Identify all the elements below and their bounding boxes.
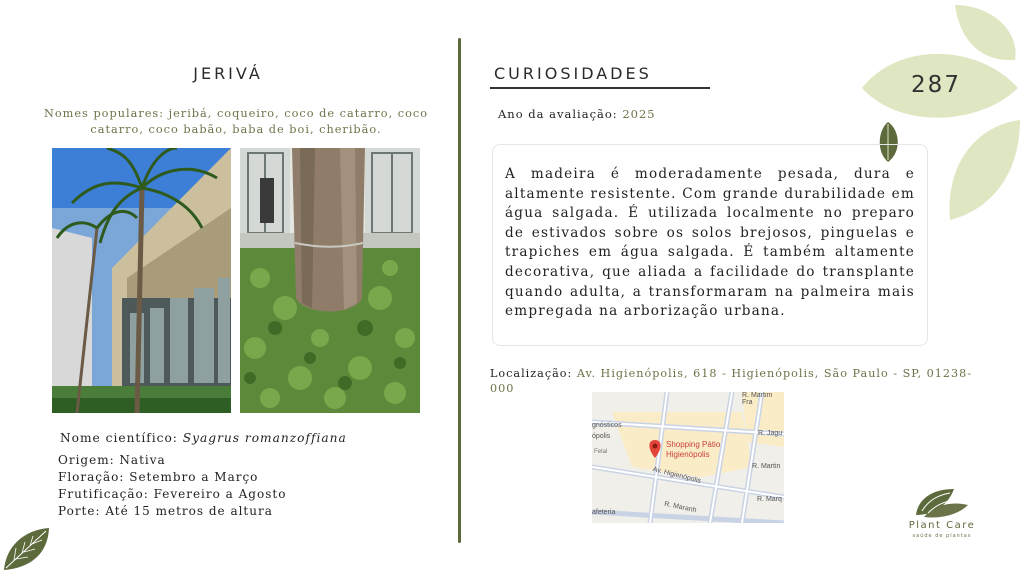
decorative-leaf-bottom-left [2,526,52,572]
map-street-label: R. Marq [757,496,782,503]
map-street-label: R. Martin [752,463,781,470]
title-underline [490,87,710,89]
map-street-label: R. Martim Fra [742,392,773,406]
year-value: 2025 [622,107,656,121]
location-map[interactable] [592,392,784,523]
map-street-label: R. Jagu [758,430,783,437]
curiosities-title: CURIOSIDADES [494,64,652,83]
map-street-label: afeteria [592,509,616,516]
photo-palm-building [52,148,231,413]
plant-number-badge: 287 [911,72,961,98]
flowering: Floração: Setembro a Março [58,470,259,484]
plant-care-logo-icon [914,487,970,519]
photo-palm-trunk [240,148,420,413]
scientific-name-line [60,430,347,447]
origin: Origem: Nativa [58,453,166,467]
popular-names: Nomes populares: jeribá, coqueiro, coco de catarro, coco catarro, coco babão, baba de boi, cheribão. [43,107,429,136]
evaluation-year [498,107,656,121]
curiosities-card [492,144,928,346]
map-street-label: Av. Higienópolis [651,466,702,485]
location-value: Av. Higienópolis, 618 - Higienópolis, São Paulo - SP, 01238-000 [490,367,973,395]
scientific-label: Nome científico: [60,431,183,445]
plant-details [58,452,286,520]
location-label: Localização: [490,367,577,380]
column-divider [458,38,461,543]
map-street-label: R. Maranh [663,500,698,515]
plant-title: JERIVÁ [193,64,263,83]
map-street-label: gnósticos [592,422,622,429]
brand-name: Plant Care [908,520,976,531]
leaf-shape [955,5,1016,60]
leaf-shape [950,120,1020,220]
curiosities-text: A madeira é moderadamente pesada, dura e altamente resistente. Com grande durabilidade em água salgada. É utilizada localmente no preparo de estivados sobre os solos brejosos, pinguelas e trapiches em água salgada. É também altamente decorativa, que aliada a facilidade do transplante quando adulta, a transformaram na palmeira mais empregada na arborização urbana. [505,166,915,320]
fruiting: Frutificação: Fevereiro a Agosto [58,487,287,501]
year-label: Ano da avaliação: [498,107,623,121]
map-street-label: Fetal [594,449,608,455]
brand-tagline: saúde de plantas [912,533,972,539]
size: Porte: Até 15 metros de altura [58,504,273,518]
map-place-name: Shopping Pátio Higienópolis [666,440,721,459]
scientific-name: Syagrus romanzoffiana [182,431,347,445]
map-street-label: ópolis [592,433,611,440]
